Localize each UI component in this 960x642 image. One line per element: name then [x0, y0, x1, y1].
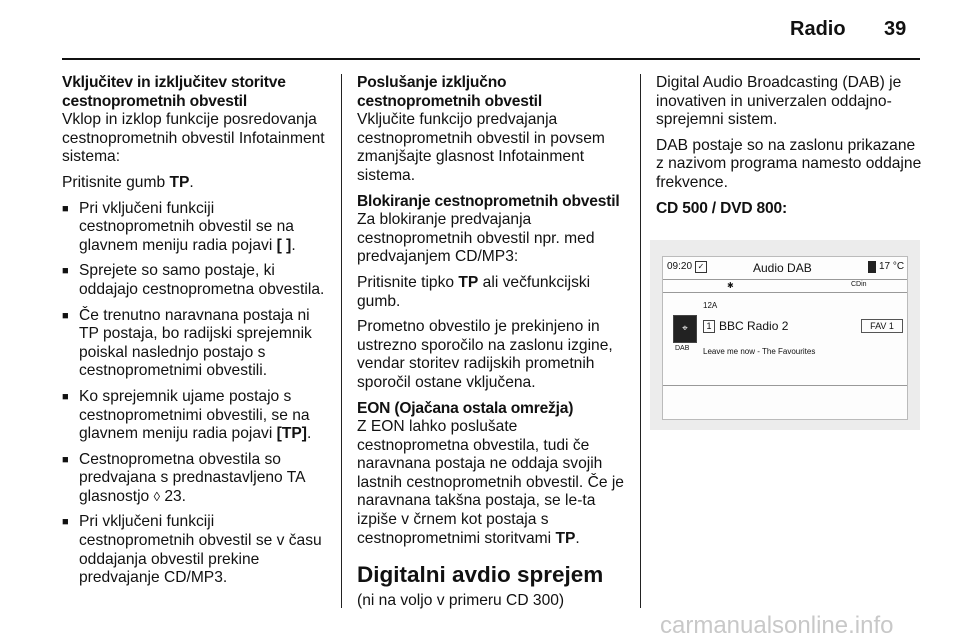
column-2 — [357, 74, 629, 618]
column-1 — [62, 74, 332, 595]
paragraph: Z EON lahko poslušate cestnoprometna obvestila, tudi če naravnana postaja ne oddaja svojih lastnih cestnoprometnih obvestil. Če je naravnana takšna postaja, se le-ta izpiše v črnem kot postaja s cestnoprometnimi storitvami TP. — [357, 418, 624, 547]
phone-icon — [868, 261, 876, 273]
audio-dab-screen — [662, 256, 908, 420]
paragraph: Pritisnite gumb TP. — [62, 173, 194, 191]
list-item: ■ Sprejete so samo postaje, ki oddajajo cestnoprometna obvestila. — [62, 262, 332, 299]
header-rule — [62, 58, 920, 60]
section-heading: Blokiranje cestnoprometnih obvestil — [357, 192, 620, 210]
watermark: carmanualsonline.info — [660, 612, 894, 639]
bullet-list — [62, 200, 332, 588]
paragraph: Prometno obvestilo je prekinjeno in ustrezno sporočilo na zaslonu izgine, vendar storitev radijskih prometnih sporočil ostane vključena. — [357, 318, 613, 391]
screen-divider — [663, 385, 907, 386]
section-heading: CD 500 / DVD 800: — [656, 199, 787, 217]
page-number: 39 — [884, 18, 907, 40]
station-name: BBC Radio 2 — [719, 319, 789, 333]
column-divider — [341, 74, 342, 608]
temperature-readout: 17 °C — [879, 261, 905, 272]
favourite-button: FAV 1 — [861, 319, 903, 333]
paragraph: Vključite funkcijo predvajanja cestnoprometnih obvestil in povsem zmanjšajte glasnost Infotainment sistema. — [357, 111, 605, 184]
screen-title: Audio DAB — [753, 261, 812, 275]
clock-icon: ✓ — [695, 261, 707, 273]
display-illustration — [650, 240, 920, 430]
paragraph: Digital Audio Broadcasting (DAB) je inovativen in univerzalen oddajno-sprejemni sistem. — [656, 74, 902, 129]
page-header-title: Radio — [790, 18, 846, 40]
column-divider — [640, 74, 641, 608]
section-heading: EON (Ojačana ostala omrežja) — [357, 399, 574, 417]
chapter-heading: Digitalni avdio sprejem — [357, 562, 604, 588]
column-3 — [656, 74, 924, 225]
dab-antenna-icon: ⌖ — [673, 315, 697, 343]
dab-label: DAB — [675, 345, 690, 352]
list-item: ■ Pri vključeni funkciji cestnoprometnih obvestil se v času oddajanja obvestil prekine predvajanje CD/MP3. — [62, 513, 332, 587]
list-item: ■ Če trenutno naravnana postaja ni TP postaja, bo radijski sprejemnik poiskal naslednjo postajo s cestnoprometnimi obvestili. — [62, 307, 332, 381]
section-heading: Vključitev in izključitev storitve cestnoprometnih obvestil — [62, 74, 286, 110]
paragraph: DAB postaje so na zaslonu prikazane z nazivom programa namesto oddajne frekvence. — [656, 136, 922, 191]
list-item: ■ Ko sprejemnik ujame postajo s cestnoprometnimi obvestili, se na glavnem meniju radia pojavi [TP]. — [62, 388, 332, 444]
subheading-note: (ni na voljo v primeru CD 300) — [357, 592, 565, 610]
paragraph: Vklop in izklop funkcije posredovanja cestnoprometnih obvestil Infotainment sistema: — [62, 111, 325, 166]
page-reference-icon: ◊ — [153, 488, 160, 504]
paragraph: Pritisnite tipko TP ali večfunkcijski gumb. — [357, 273, 591, 310]
cdin-label: CDin — [851, 281, 867, 288]
section-heading: Poslušanje izključno cestnoprometnih obvestil — [357, 74, 542, 110]
bluetooth-icon: ✱ — [727, 281, 734, 290]
list-item: ■ Cestnoprometna obvestila so predvajana s prednastavljeno TA glasnostjo ◊ 23. — [62, 451, 332, 507]
ensemble-label: 12A — [703, 301, 718, 310]
preset-number: 1 — [703, 320, 715, 333]
clock-readout: 09:20 — [667, 261, 693, 272]
radio-text: Leave me now - The Favourites — [703, 347, 816, 356]
screen-title-bar — [663, 257, 907, 280]
status-bar — [663, 279, 907, 293]
list-item: ■ Pri vključeni funkciji cestnoprometnih obvestil se na glavnem meniju radia pojavi [ ]. — [62, 200, 332, 256]
paragraph: Za blokiranje predvajanja cestnoprometnih obvestil npr. med predvajanjem CD/MP3: — [357, 211, 595, 266]
